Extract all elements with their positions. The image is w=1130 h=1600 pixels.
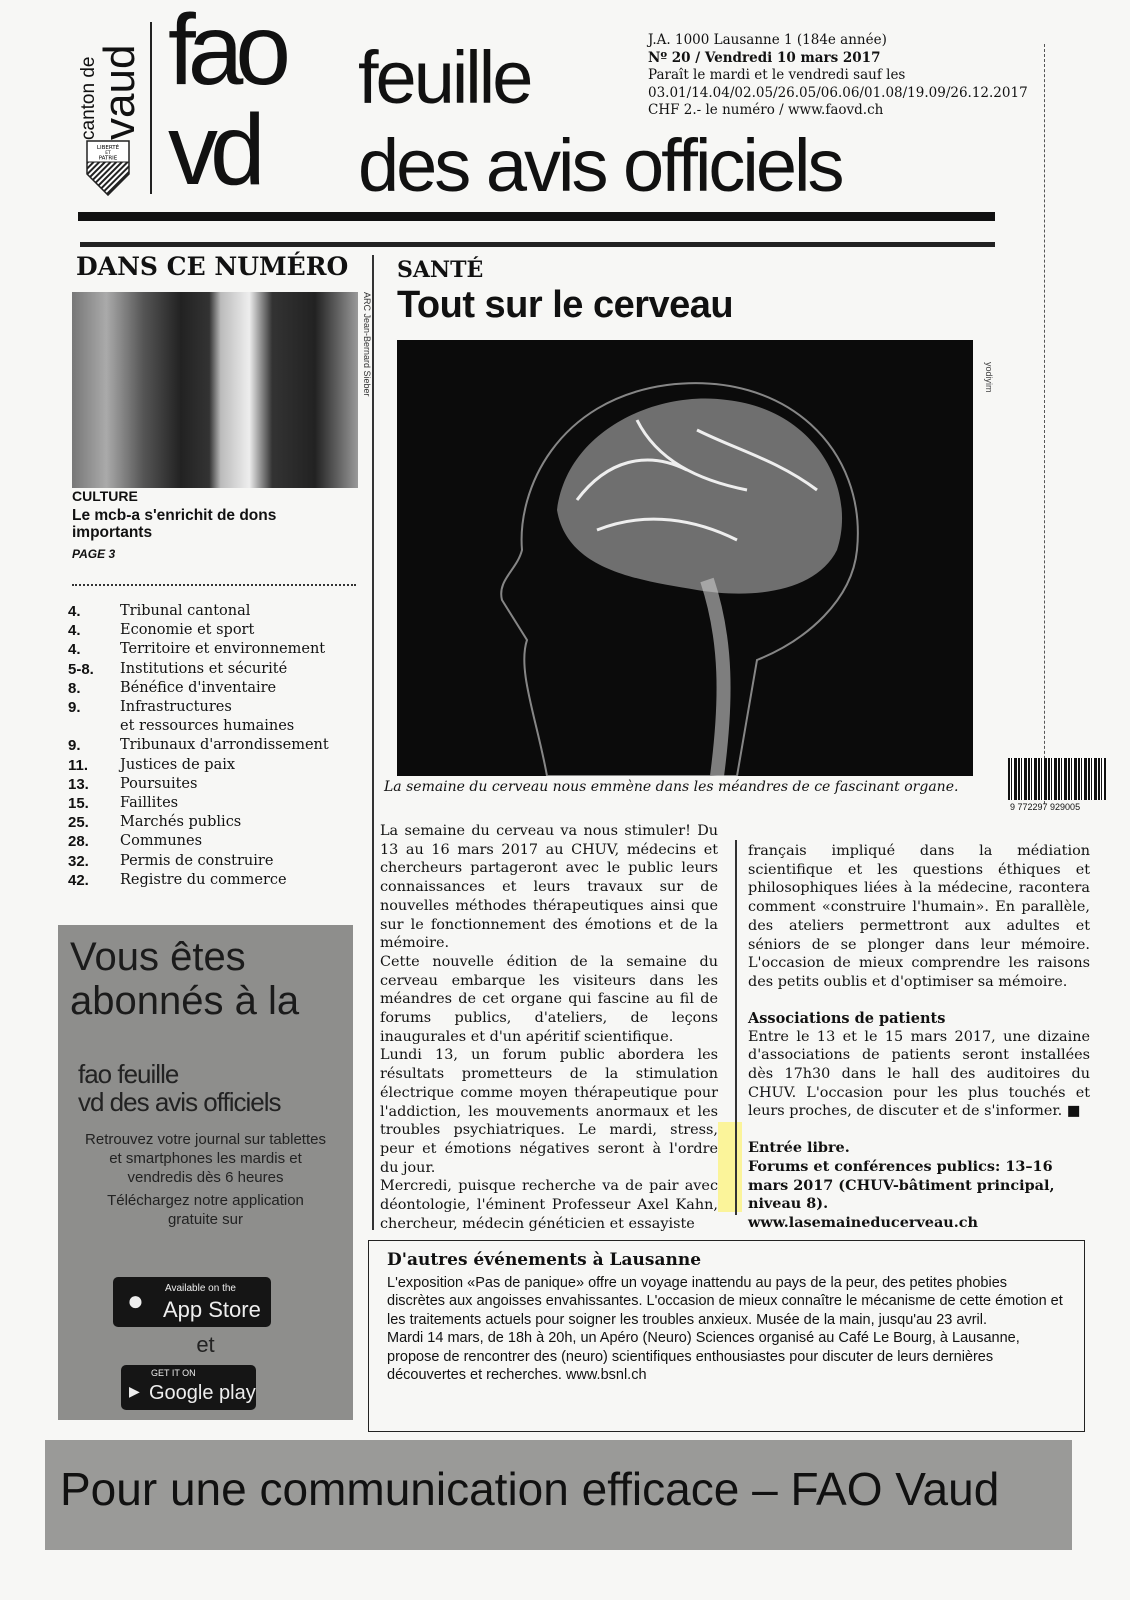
column-divider xyxy=(372,255,374,1230)
toc-page: 25. xyxy=(68,814,89,832)
toc-page: 42. xyxy=(68,871,89,889)
fao-vd-logo xyxy=(168,0,353,206)
toc-page: 11. xyxy=(68,756,89,774)
toc-page: 9. xyxy=(68,699,81,717)
sidebar-heading: DANS CE NUMÉRO xyxy=(76,252,349,281)
events-title: D'autres événements à Lausanne xyxy=(387,1250,702,1270)
toc-page: 28. xyxy=(68,833,89,851)
masthead-rule xyxy=(78,212,995,221)
toc-item[interactable] xyxy=(68,660,358,679)
toc-page: 8. xyxy=(68,679,81,697)
ad-et: et xyxy=(196,1332,215,1357)
toc-item[interactable] xyxy=(68,775,358,794)
toc-page: 13. xyxy=(68,775,89,793)
toc-item[interactable] xyxy=(68,832,358,851)
events-box xyxy=(368,1240,1085,1432)
toc-label: Communes xyxy=(120,833,203,850)
toc-item[interactable] xyxy=(68,698,358,717)
toc-page: 15. xyxy=(68,795,89,813)
vaud-label: vaud xyxy=(95,44,144,140)
article-subhead: Associations de patients xyxy=(748,1009,946,1027)
teaser-kicker: CULTURE xyxy=(72,488,138,504)
ad-msg2: Téléchargez notre application gratuite sur xyxy=(107,1192,304,1228)
appstore-l2: App Store xyxy=(163,1297,261,1322)
toc-item[interactable] xyxy=(68,813,358,832)
paragraph: Mercredi, puisque recherche va de pair avec déontologie, l'éminent Professeur Axel Kahn, chercheur, médecin généticien et essayiste xyxy=(380,1178,718,1232)
toc-page: 5-8. xyxy=(68,660,94,678)
highlighter-mark xyxy=(718,1122,742,1212)
paragraph: La semaine du cerveau va nous stimuler! Du 13 au 16 mars 2017 au CHUV, médecins et chercheurs partageront avec le public leurs connaissances et leurs travaux sur de nouvelles méthodes thérapeutiques ainsi que sur le fonctionnement des émotions et de la mémoire. xyxy=(380,823,718,952)
paragraph: L'exposition «Pas de panique» offre un voyage inattendu au pays de la peur, des petites phobies discrètes aux angoisses envahissantes. L'occasion de mieux connaître le mécanisme de cette émotion et les traitements actuels pour soigner les troubles anxieux. Musée de la main, jusqu'au 23 avril. xyxy=(387,1274,1063,1328)
toc-item[interactable] xyxy=(68,756,358,775)
google-play-button[interactable] xyxy=(121,1365,256,1410)
toc-item[interactable] xyxy=(68,852,358,871)
toc-label: et ressources humaines xyxy=(120,718,295,735)
ad-logo xyxy=(78,1060,281,1116)
article-column-2 xyxy=(748,842,1090,1233)
issue-info xyxy=(648,32,1028,120)
toc-label: Tribunal cantonal xyxy=(120,603,251,619)
appstore-l1: Available on the xyxy=(165,1283,236,1294)
toc-page: 4. xyxy=(68,603,81,620)
toc-item[interactable] xyxy=(68,640,358,659)
image-credit: yodiyim xyxy=(984,362,994,393)
cut-line xyxy=(1044,44,1045,804)
svg-text:ET: ET xyxy=(105,151,111,156)
issue-line: J.A. 1000 Lausanne 1 (184e année) xyxy=(648,32,887,48)
masthead-title-line1: feuille xyxy=(358,36,531,119)
toc-item[interactable] xyxy=(68,871,358,890)
logo-vd: vd xyxy=(168,94,258,206)
barcode-number: 9 772297 929005 xyxy=(1010,802,1081,812)
app-advert xyxy=(58,925,353,1420)
apple-icon: ● xyxy=(127,1285,144,1316)
gplay-l2: Google play xyxy=(149,1382,256,1404)
masthead-title-line2: des avis officiels xyxy=(358,124,842,207)
toc-page: 9. xyxy=(68,737,81,755)
issue-number-date: Nº 20 / Vendredi 10 mars 2017 xyxy=(648,49,881,66)
image-caption: La semaine du cerveau nous emmène dans les méandres de ce fascinant organe. xyxy=(384,779,959,795)
svg-text:LIBERTÉ: LIBERTÉ xyxy=(96,145,120,151)
app-store-button[interactable] xyxy=(113,1277,271,1327)
issue-line: CHF 2.- le numéro / www.faovd.ch xyxy=(648,102,884,118)
svg-text:PATRIE: PATRIE xyxy=(98,155,118,162)
toc-page: 32. xyxy=(68,852,89,870)
barcode xyxy=(1008,758,1106,800)
vaud-shield-icon xyxy=(86,140,130,196)
toc-page: 4. xyxy=(68,641,81,659)
article-headline: Tout sur le cerveau xyxy=(397,284,734,326)
toc-label: Poursuites xyxy=(120,775,198,792)
toc-label: Bénéfice d'inventaire xyxy=(120,679,277,696)
toc-label: Justices de paix xyxy=(120,756,236,773)
toc-page xyxy=(68,717,120,736)
toc-label: Marchés publics xyxy=(120,814,242,831)
paragraph: Entre le 13 et le 15 mars 2017, une dizaine d'associations de patients seront installées dès 17h30 dans le hall des auditoires du CHUV. L'occasion pour les plus touchés et leurs proches, de discuter et de s'informer. ■ xyxy=(748,1028,1090,1120)
logo-fao: fao xyxy=(168,0,284,106)
article-column-1 xyxy=(380,822,718,1233)
toc-label: Institutions et sécurité xyxy=(120,660,288,677)
canton-label: canton de xyxy=(78,56,99,140)
toc-item[interactable] xyxy=(68,621,358,640)
paragraph: Lundi 13, un forum public abordera les résultats prometteurs de la stimulation électrique comme moyen thérapeutique pour l'addiction, les mouvements anormaux et les troubles psychiatriques. Le mardi, stress, peur et émotions négatives seront à l'ordre du jour. xyxy=(380,1047,718,1176)
photo-credit: ARC Jean-Bernard Sieber xyxy=(362,292,372,397)
teaser-page: PAGE 3 xyxy=(72,547,116,561)
canton-de-vaud-logo xyxy=(78,22,144,140)
paragraph: Mardi 14 mars, de 18h à 20h, un Apéro (Neuro) Sciences organisé au Café Le Bourg, à Lausanne, propose de rencontrer des (neuro) scientifiques enthousiastes pour discuter de leurs dernières découvertes et recherches. www.bsnl.ch xyxy=(387,1330,1020,1383)
forums-note: Forums et conférences publics: 13–16 mars 2017 (CHUV-bâtiment principal, niveau 8). xyxy=(748,1157,1055,1213)
toc-label: Registre du commerce xyxy=(120,871,287,888)
masthead-rule xyxy=(80,242,995,247)
masthead-divider xyxy=(150,22,152,194)
entry-note: Entrée libre. xyxy=(748,1139,850,1157)
article-kicker: SANTÉ xyxy=(397,257,484,283)
gplay-l1: GET IT ON xyxy=(151,1368,196,1378)
toc-label: Economie et sport xyxy=(120,622,255,639)
toc-item[interactable] xyxy=(68,679,358,698)
toc-label: Permis de construire xyxy=(120,852,274,869)
play-icon: ▶ xyxy=(129,1383,140,1399)
culture-photo xyxy=(72,292,372,488)
table-of-contents xyxy=(68,602,358,890)
toc-page: 4. xyxy=(68,622,81,640)
banner-text: Pour une communication efficace – FAO Vaud xyxy=(60,1463,1000,1515)
column-divider xyxy=(735,840,737,1215)
ad-logo-line: vd des avis officiels xyxy=(78,1087,281,1117)
toc-label: Faillites xyxy=(120,795,179,812)
toc-item[interactable] xyxy=(68,736,358,755)
ad-headline: Vous êtes abonnés à la xyxy=(70,935,300,1023)
toc-label: Territoire et environnement xyxy=(120,641,326,658)
paragraph: Cette nouvelle édition de la semaine du cerveau embarque les visiteurs dans les méandres de cet organe qui fascine au fil de forums publics, d'ateliers, de leçons inaugurales et d'un apéritif scientifique. xyxy=(380,953,718,1045)
website-link[interactable]: www.lasemaineducerveau.ch xyxy=(748,1213,978,1231)
dotted-divider xyxy=(72,584,356,586)
paragraph: français impliqué dans la médiation scientifique et les questions éthiques et philosophiques liées à la médecine, racontera comment «construire l'humain». En parallèle, des ateliers permettront aux adultes et séniors de se plonger dans leur mémoire. L'occasion de mieux comprendre les raisons des petits oublis et d'optimiser sa mémoire. xyxy=(748,843,1090,990)
footer-banner xyxy=(45,1440,1072,1550)
issue-line: 03.01/14.04/02.05/26.05/06.06/01.08/19.09/26.12.2017 xyxy=(648,84,1028,101)
toc-label: Tribunaux d'arrondissement xyxy=(120,737,329,754)
toc-item[interactable] xyxy=(68,794,358,813)
ad-message xyxy=(58,1130,353,1229)
ad-msg1: Retrouvez votre journal sur tablettes et smartphones les mardis et vendredis dès 6 heures xyxy=(85,1131,326,1186)
teaser-title[interactable]: Le mcb-a s'enrichit de dons importants xyxy=(72,507,277,541)
toc-label: Infrastructures xyxy=(120,699,232,716)
toc-item[interactable] xyxy=(68,717,358,736)
toc-item[interactable] xyxy=(68,602,358,621)
brain-illustration xyxy=(397,340,973,776)
ad-logo-line: fao feuille xyxy=(78,1059,179,1089)
issue-line: Paraît le mardi et le vendredi sauf les xyxy=(648,67,906,83)
